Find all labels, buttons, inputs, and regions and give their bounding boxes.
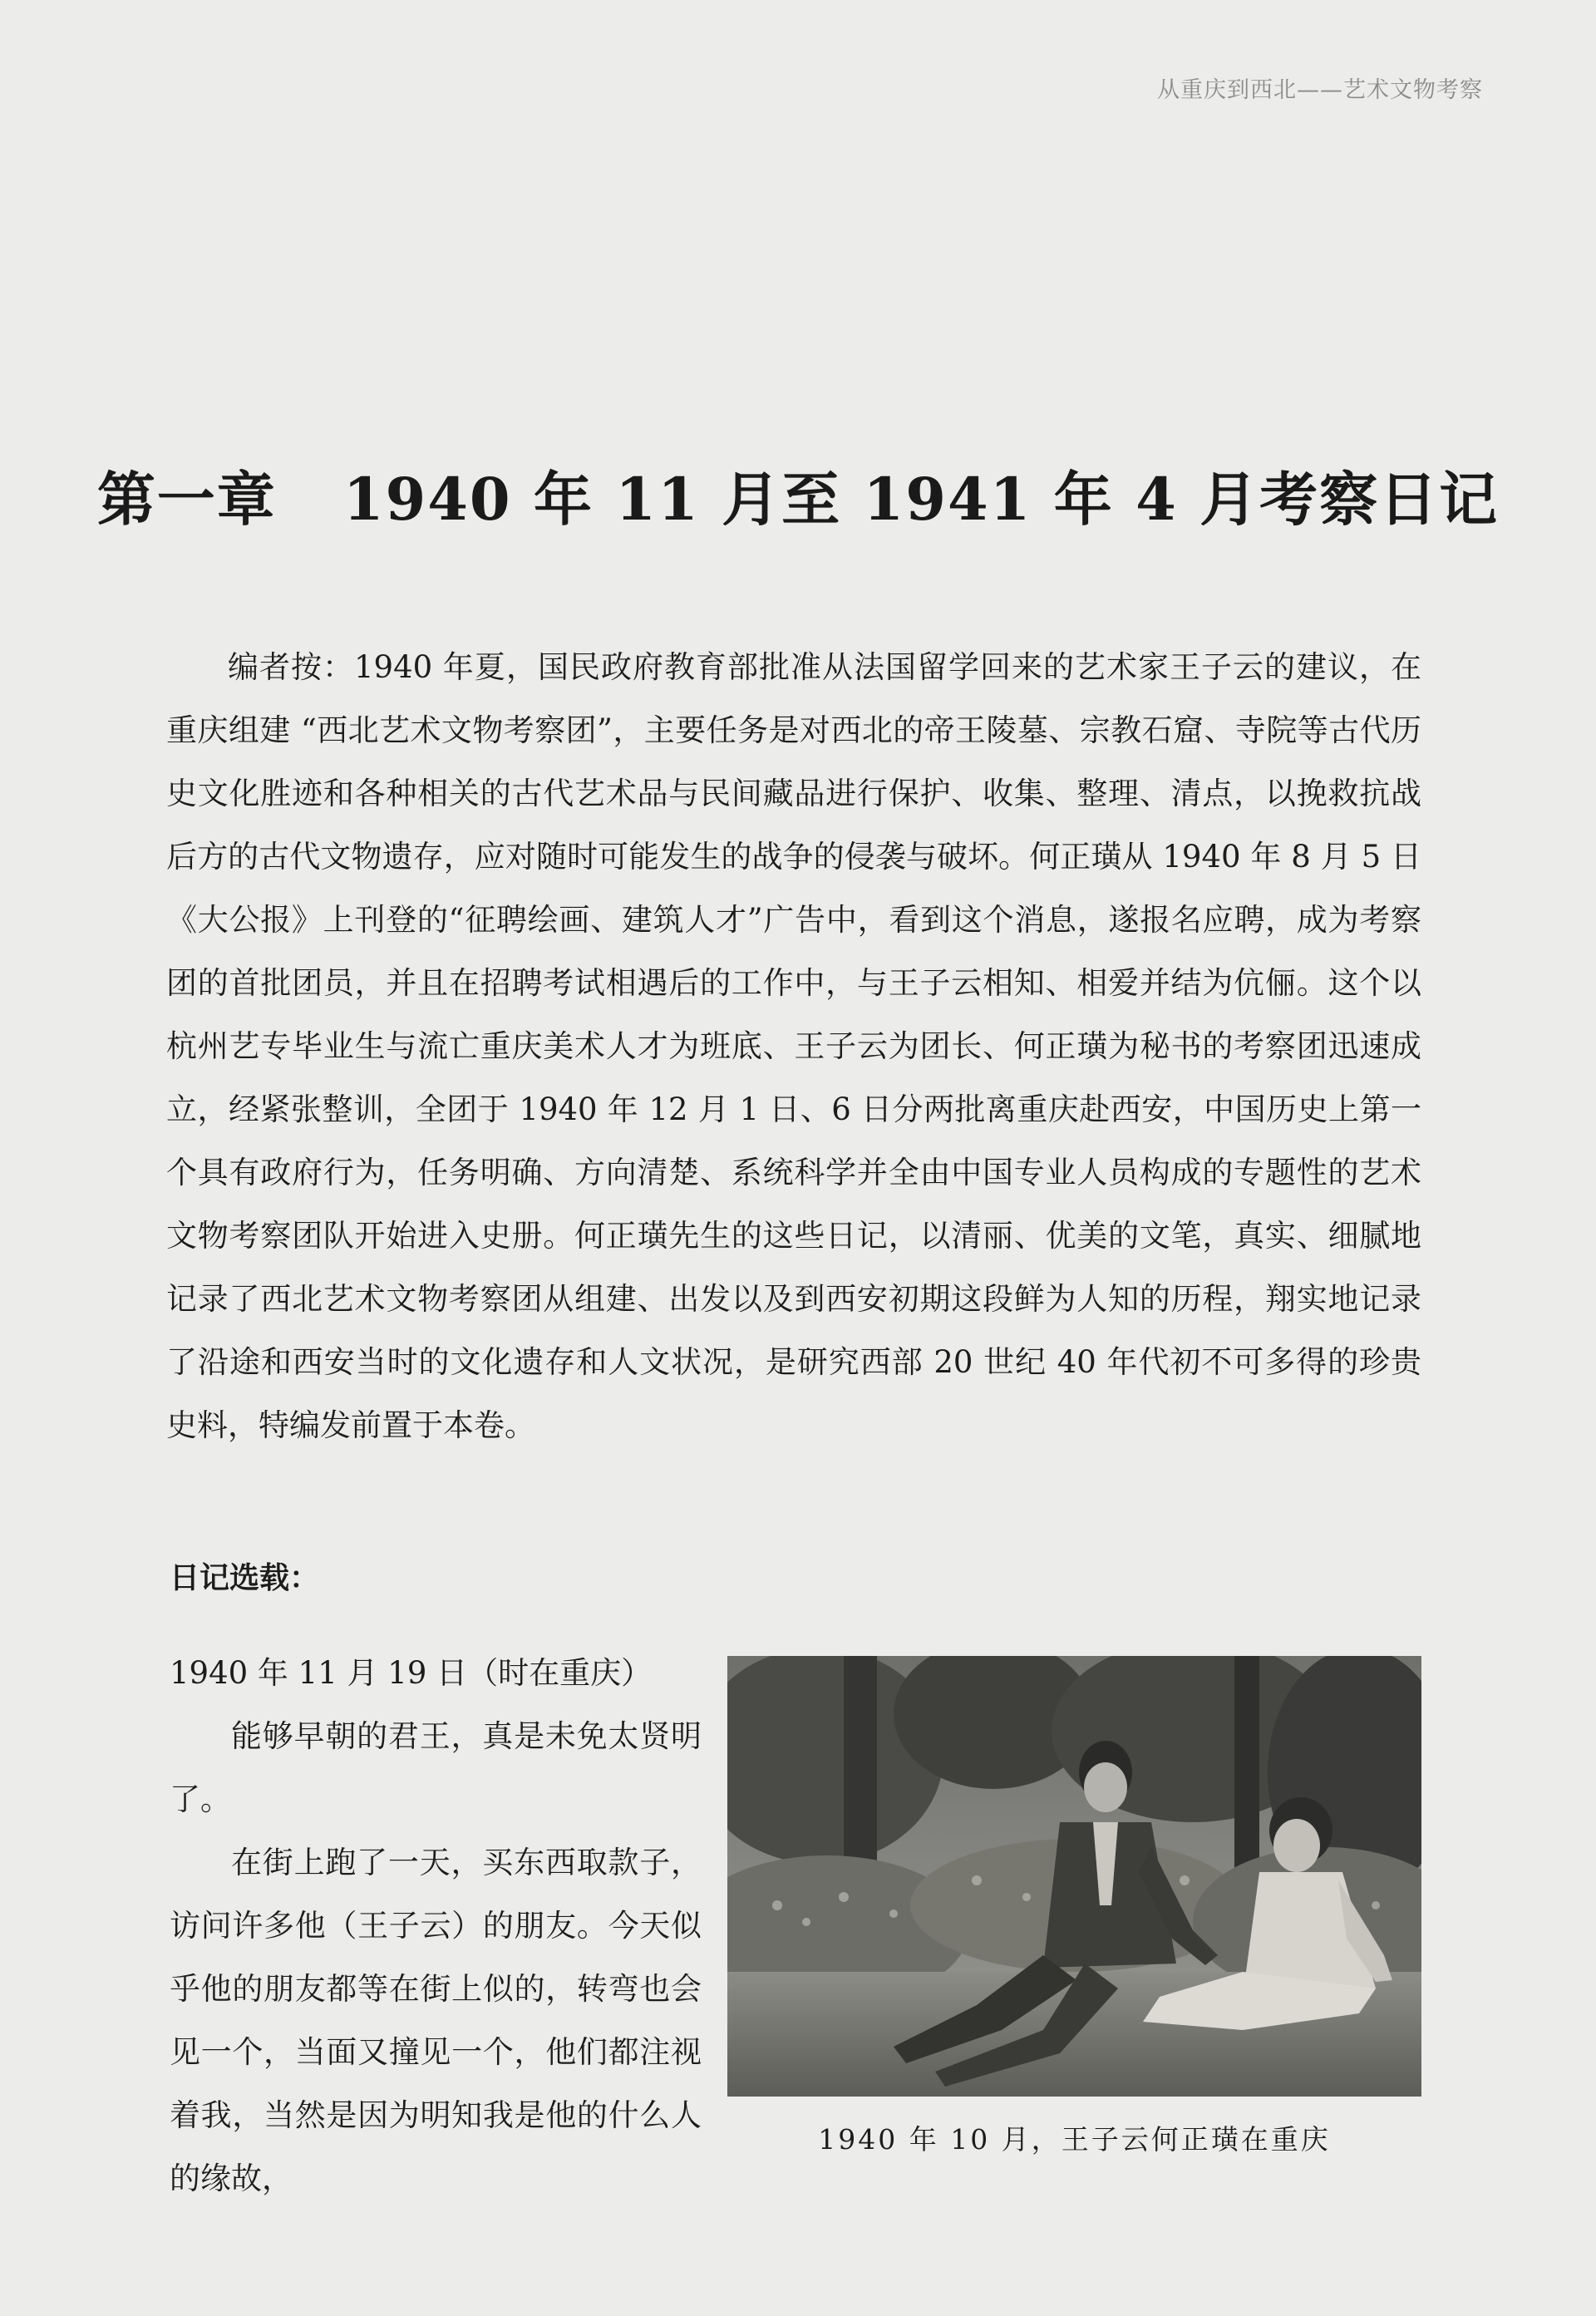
diary-date: 1940 年 11 月 19 日（时在重庆） bbox=[170, 1655, 653, 1691]
historical-photo bbox=[727, 1656, 1421, 2097]
running-head: 从重庆到西北——艺术文物考察 bbox=[1157, 77, 1483, 103]
diary-paragraph: 在街上跑了一天，买东西取款子，访问许多他（王子云）的朋友。今天似乎他的朋友都等在街上似的，转弯也会见一个，当面又撞见一个，他们都注视着我，当然是因为明知我是他的什么人的缘故， bbox=[170, 1845, 702, 2196]
diary-paragraph: 能够早朝的君王，真是未免太贤明了。 bbox=[170, 1718, 702, 1817]
photo-illustration bbox=[727, 1656, 1421, 2097]
diary-excerpt bbox=[170, 1642, 702, 2210]
chapter-number: 第一章 bbox=[96, 465, 277, 534]
chapter-title bbox=[0, 453, 1596, 537]
editor-note: 编者按：1940 年夏，国民政府教育部批准从法国留学回来的艺术家王子云的建议，在重庆组建 “西北艺术文物考察团”，主要任务是对西北的帝王陵墓、宗教石窟、寺院等古代历史文化胜迹和各种相关的古代艺术品与民间藏品进行保护、收集、整理、清点，以挽救抗战后方的古代文物遗存，应对随时可能发生的战争的侵袭与破坏。何正璜从 1940 年 8 月 5 日《大公报》上刊登的“征聘绘画、建筑人才”广告中，看到这个消息，遂报名应聘，成为考察团的首批团员，并且在招聘考试相遇后的工作中，与王子云相知、相爱并结为伉俪。这个以杭州艺专毕业生与流亡重庆美术人才为班底、王子云为团长、何正璜为秘书的考察团迅速成立，经紧张整训，全团于 1940 年 12 月 1 日、6 日分两批离重庆赴西安，中国历史上第一个具有政府行为，任务明确、方向清楚、系统科学并全由中国专业人员构成的专题性的艺术文物考察团队开始进入史册。何正璜先生的这些日记，以清丽、优美的文笔，真实、细腻地记录了西北艺术文物考察团从组建、出发以及到西安初期这段鲜为人知的历程，翔实地记录了沿途和西安当时的文化遗存和人文状况，是研究西部 20 世纪 40 年代初不可多得的珍贵史料，特编发前置于本卷。 bbox=[166, 649, 1421, 1443]
diary-heading: 日记选载： bbox=[170, 1561, 320, 1595]
photo-caption: 1940 年 10 月，王子云何正璜在重庆 bbox=[818, 2123, 1331, 2156]
chapter-title-text: 1940 年 11 月至 1941 年 4 月考察日记 bbox=[342, 465, 1500, 534]
